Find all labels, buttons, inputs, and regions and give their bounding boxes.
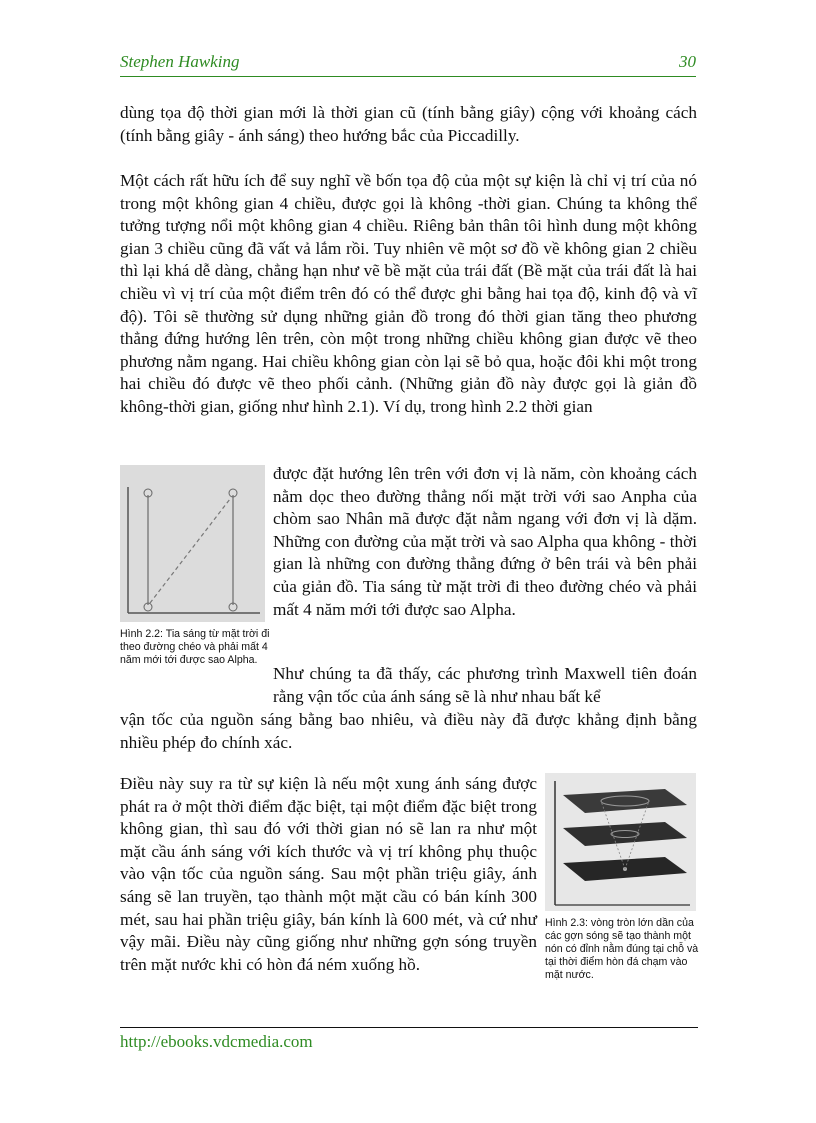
paragraph-2: Một cách rất hữu ích để suy nghĩ về bốn tọa độ của một sự kiện là chỉ vị trí của nó trong một không gian 4 chiều, được gọi là không -thời gian. Chúng ta không thể tưởng tượng nổi một không gian 4 chiều. Riêng bản thân tôi hình dung một không gian 3 chiều cũng đã vất vả lắm rồi. Tuy nhiên vẽ một sơ đồ về không gian 2 chiều thì lại khá dễ dàng, chẳng hạn như vẽ bề mặt của trái đất (Bề mặt của trái đất là hai chiều vì vị trí của một điểm trên đó có thể được ghi bằng hai tọa độ, kinh độ và vĩ độ). Tôi sẽ thường sử dụng những giản đồ trong đó thời gian tăng theo phương thẳng đứng hướng lên trên, còn một trong những chiều không gian được vẽ theo phương nằm ngang. Hai chiều không gian còn lại sẽ bỏ qua, hoặc đôi khi một trong hai chiều đó được vẽ theo phối cảnh. (Những giản đồ này được gọi là giản đồ không-thời gian, giống như hình 2.1). Ví dụ, trong hình 2.2 thời gian: [120, 171, 697, 416]
paragraph-5: Điều này suy ra từ sự kiện là nếu một xung ánh sáng được phát ra ở một thời điểm đặc biệt, tại một điểm đặc biệt trong không gian, thì sau đó với thời gian nó sẽ lan ra như một mặt cầu ánh sáng với kích thước và vị trí không phụ thuộc vào vận tốc của nguồn sáng. Sau một phần triệu giây, ánh sáng sẽ lan truyền, tạo thành một mặt cầu có bán kính 300 mét, sau hai phần triệu giây, bán kính là 600 mét, và cứ như vậy mãi. Điều này cũng giống như những gợn sóng truyền trên mặt nước khi có hòn đá ném xuống hồ.: [120, 774, 537, 974]
paragraph-4-start: Như chúng ta đã thấy, các phương trình Maxwell tiên đoán rằng vận tốc của ánh sáng sẽ là như nhau bất kể: [273, 664, 697, 706]
figure-2-2: [120, 465, 265, 622]
figure-2-2-caption: Hình 2.2: Tia sáng từ mặt trời đi theo đường chéo và phải mất 4 năm mới tới được sao Alpha.: [120, 628, 270, 666]
paragraph-1: dùng tọa độ thời gian mới là thời gian cũ (tính bằng giây) cộng với khoảng cách (tính bằng giây - ánh sáng) theo hướng bắc của Piccadilly.: [120, 103, 697, 145]
footer-url[interactable]: http://ebooks.vdcmedia.com: [120, 1032, 313, 1051]
footer-rule: [120, 1027, 698, 1028]
page-header: [120, 50, 696, 77]
figure-2-3: [545, 773, 696, 911]
paragraph-4-end: vận tốc của nguồn sáng bằng bao nhiêu, và điều này đã được khẳng định bằng nhiều phép đo chính xác.: [120, 710, 697, 752]
header-author: Stephen Hawking: [120, 52, 240, 71]
paragraph-3: được đặt hướng lên trên với đơn vị là năm, còn khoảng cách nằm dọc theo đường thẳng nối mặt trời với sao Anpha của chòm sao Nhân mã được đặt nằm ngang với đơn vị là dặm. Những con đường của mặt trời và sao Alpha qua không - thời gian là những con đường thẳng đứng ở bên trái và bên phải của giản đồ. Tia sáng từ mặt trời đi theo đường chéo và phải mất 4 năm mới tới được sao Alpha.: [273, 464, 697, 619]
page-number: 30: [679, 52, 696, 71]
figure-2-3-caption: Hình 2.3: vòng tròn lớn dần của các gợn sóng sẽ tạo thành một nón có đỉnh nằm đúng tại chỗ và tại thời điểm hòn đá chạm vào mặt nước.: [545, 917, 699, 981]
spacetime-diagram: [120, 465, 265, 622]
light-cone-diagram: [545, 773, 696, 911]
